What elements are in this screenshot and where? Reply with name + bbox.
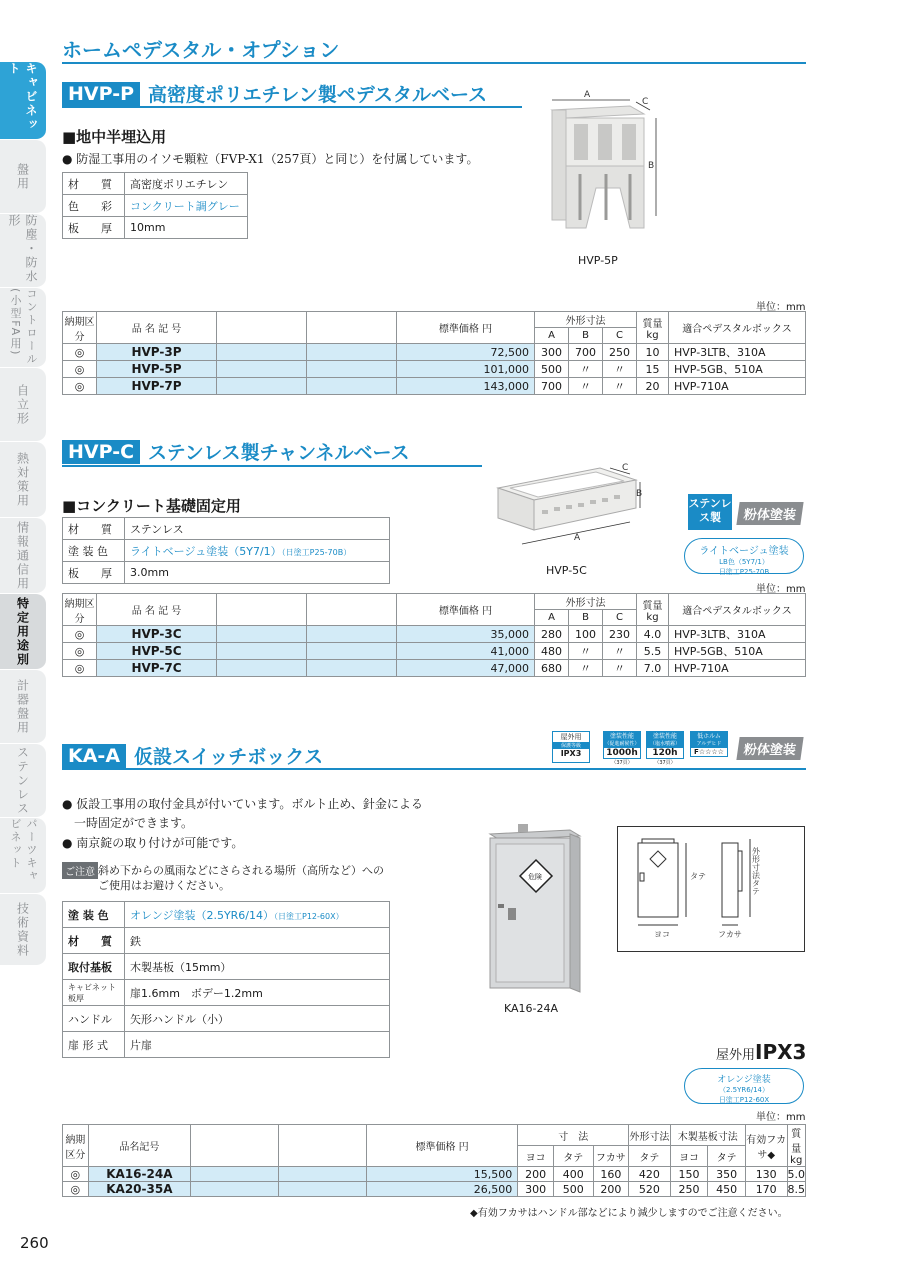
side-tab-telecom[interactable] (0, 518, 46, 594)
cell-blank (217, 643, 307, 660)
cell-code: HVP-5C (97, 643, 217, 660)
ka-a-title: 仮設スイッチボックス (134, 746, 324, 768)
col-fit: 適合ペデスタルボックス (669, 312, 806, 344)
spec-key: 材 質 (63, 173, 125, 195)
cell-a: 280 (535, 626, 569, 643)
side-tab-label: キャビネット (7, 62, 38, 132)
cell-outer-tate: 520 (629, 1182, 671, 1197)
table-row (63, 361, 806, 378)
cell-code: HVP-5P (97, 361, 217, 378)
cell-price: 41,000 (397, 643, 535, 660)
outdoor-ipx3-label (716, 1040, 806, 1064)
spec-key: 塗 装 色 (63, 902, 125, 928)
cell-fit: HVP-3LTB、310A (669, 626, 806, 643)
col-delivery: 納期区分 (63, 1125, 89, 1167)
col-dims: 外形寸法 (535, 312, 637, 328)
spec-row (63, 980, 390, 1006)
section-rule (62, 768, 806, 770)
badge-line: 1000h (603, 747, 641, 759)
col-b: B (569, 610, 603, 626)
col-weight: 質量kg (787, 1125, 806, 1167)
side-tab-freestanding[interactable] (0, 368, 46, 442)
ka-a-header (62, 742, 323, 769)
spec-value-note: （日塗工P12-60X） (274, 911, 344, 921)
side-tab-label: 熱対策用 (15, 451, 30, 508)
hvp-c-badge: HVP-C (62, 440, 140, 464)
spec-value: コンクリート調グレー (125, 195, 248, 217)
col-c: C (603, 328, 637, 344)
col-code: 品 名 記 号 (97, 312, 217, 344)
dim-a-label: A (574, 533, 581, 543)
page-title: ホームペデスタル・オプション (62, 38, 340, 62)
spec-value: 片扉 (125, 1032, 390, 1058)
side-tab-label: 自立形 (15, 383, 30, 426)
side-tab-cabinet[interactable] (0, 62, 46, 140)
spec-key: 材 質 (63, 518, 125, 540)
cell-code: KA16-24A (88, 1167, 191, 1182)
spec-value-note: （日塗工P25-70B） (281, 547, 352, 557)
ka-a-bullet: 一時固定ができます。 (62, 816, 194, 830)
ipx3-text: IPX3 (755, 1040, 807, 1064)
col-b: B (569, 328, 603, 344)
dim-a-label: A (584, 90, 591, 100)
cell-board-yoko: 150 (670, 1167, 708, 1182)
oval-line: ライトベージュ塗装 (699, 546, 789, 557)
badge-line: 屋外用 (560, 733, 582, 741)
hvp-5p-caption: HVP-5P (578, 254, 618, 267)
unit-label: 単位：mm (756, 1112, 806, 1123)
col-blank (217, 312, 307, 344)
col-price: 標準価格 円 (397, 312, 535, 344)
color-oval (684, 1068, 804, 1104)
col-code: 品 名 記 号 (97, 594, 217, 626)
oval-line: （2.5YR6/14） (719, 1086, 769, 1094)
side-tab-stainless[interactable] (0, 744, 46, 818)
hvp-5c-illustration (490, 458, 650, 558)
table-row (63, 660, 806, 677)
cell-c: 230 (603, 626, 637, 643)
hvp-c-product-table (62, 593, 806, 677)
oval-line: LB色（5Y7/1） (719, 558, 769, 566)
badge-line: 低ホルム (690, 731, 728, 740)
cell-fukasa: 200 (593, 1182, 629, 1197)
cell-price: 101,000 (397, 361, 535, 378)
badge-line: 保護等級 (553, 742, 589, 749)
outdoor-ipx3-badge (552, 731, 590, 763)
col-dims: 寸 法 (518, 1125, 629, 1146)
color-oval (684, 538, 804, 574)
cell-mark: ◎ (63, 344, 97, 361)
side-tab-label: 特定用途別 (15, 596, 30, 667)
cell-weight: 5.0 (787, 1167, 805, 1181)
ka-a-bullet: ● 南京錠の取り付けが可能です。 (62, 836, 244, 850)
col-outer: 外形寸法 (629, 1125, 671, 1146)
spec-value (125, 902, 390, 928)
badge-line: IPX3 (560, 749, 582, 758)
cell-board-tate: 450 (708, 1182, 746, 1197)
spec-row (63, 173, 248, 195)
cell-a: 480 (535, 643, 569, 660)
dim-c-label: C (622, 463, 629, 473)
cell-blank (217, 361, 307, 378)
cell-fit: HVP-5GB、510A (669, 361, 806, 378)
page-number: 260 (20, 1234, 49, 1252)
col-board-yoko: ヨコ (670, 1146, 708, 1167)
cell-code: KA20-35A (88, 1182, 191, 1197)
cell-blank (217, 344, 307, 361)
unit-label: 単位：mm (756, 302, 806, 313)
side-tab-label: 情報通信用 (15, 520, 30, 591)
cell-b: 〃 (569, 378, 603, 395)
cell-code: HVP-7C (97, 660, 217, 677)
oval-line: オレンジ塗装 (717, 1075, 771, 1085)
spec-key: ハンドル (63, 1006, 125, 1032)
yoko-label: ヨコ (654, 930, 670, 939)
oval-line: 日塗工P25-70B (718, 568, 770, 576)
col-yoko: ヨコ (518, 1146, 554, 1167)
table-row (63, 1167, 806, 1182)
table-row (63, 344, 806, 361)
spec-row (63, 1006, 390, 1032)
badge-line: 塗装性能 (646, 731, 684, 740)
side-tab-thermal[interactable] (0, 442, 46, 518)
oval-line: 日塗工P12-60X (718, 1096, 770, 1104)
hvp-c-subtitle: ■コンクリート基礎固定用 (62, 497, 241, 515)
ka-a-bullet: ● 仮設工事用の取付金具が付いています。ボルト止め、針金による (62, 797, 423, 811)
hvp-p-header (62, 80, 487, 107)
col-delivery: 納期区分 (63, 312, 97, 344)
cell-fukasa: 160 (593, 1167, 629, 1182)
col-dims: 外形寸法 (535, 594, 637, 610)
low-formaldehyde-badge (690, 731, 728, 765)
cell-blank (191, 1167, 279, 1182)
col-price: 標準価格 円 (366, 1125, 517, 1167)
cell-price: 72,500 (397, 344, 535, 361)
spec-row (63, 217, 248, 239)
side-tab-parts[interactable] (0, 818, 46, 894)
powder-coat-badge: 粉体塗装 (736, 502, 803, 525)
cell-fit: HVP-3LTB、310A (669, 344, 806, 361)
col-blank (217, 594, 307, 626)
section-rule (62, 465, 482, 467)
col-board: 木製基板寸法 (670, 1125, 745, 1146)
cell-blank (279, 1182, 367, 1197)
col-delivery: 納期区分 (63, 594, 97, 626)
cell-blank (217, 660, 307, 677)
badge-line: 塗装性能 (603, 731, 641, 740)
spec-row (63, 902, 390, 928)
outer-tate-label: 外形寸法タテ (751, 847, 761, 895)
paint-perf-120h-badge (646, 731, 684, 771)
spec-key: 材 質 (63, 928, 125, 954)
cell-fit: HVP-710A (669, 660, 806, 677)
col-eff: 有効フカサ◆ (745, 1125, 787, 1167)
hvp-c-title: ステンレス製チャンネルベース (148, 442, 410, 464)
spec-value-main: ライトベージュ塗装（5Y7/1） (130, 544, 282, 558)
dim-b-label: B (636, 489, 643, 499)
spec-row (63, 1032, 390, 1058)
cell-mark: ◎ (63, 660, 97, 677)
spec-key: 扉 形 式 (63, 1032, 125, 1058)
danger-label: 危険 (528, 873, 542, 881)
hvp-p-subtitle: ■地中半埋込用 (62, 128, 167, 146)
spec-row (63, 540, 390, 562)
cell-price: 15,500 (366, 1167, 517, 1182)
badge-line: アルデヒド (690, 740, 728, 747)
cell-c: 〃 (603, 643, 637, 660)
cell-weight: 15 (637, 361, 669, 378)
cell-c: 〃 (603, 361, 637, 378)
side-tab-label: 防塵・防水形 (7, 214, 38, 284)
ka-a-spec-table (62, 901, 390, 1058)
cell-blank (307, 660, 397, 677)
tate-label: タテ (690, 872, 706, 881)
cell-blank (307, 643, 397, 660)
cell-price: 35,000 (397, 626, 535, 643)
col-blank (307, 312, 397, 344)
cell-code: HVP-7P (97, 378, 217, 395)
col-weight: 質量kg (637, 312, 669, 344)
col-c: C (603, 610, 637, 626)
table-row (63, 378, 806, 395)
table-row (63, 1182, 806, 1197)
spec-value: 木製基板（15mm） (125, 954, 390, 980)
cell-b: 〃 (569, 643, 603, 660)
spec-key: 板 厚 (63, 562, 125, 584)
cell-board-tate: 350 (708, 1167, 746, 1182)
side-tab-control[interactable] (0, 288, 46, 368)
cell-mark: ◎ (63, 643, 97, 660)
cell-c: 〃 (603, 378, 637, 395)
cell-mark: ◎ (63, 1167, 89, 1182)
cell-yoko: 300 (518, 1182, 554, 1197)
ka-a-badge: KA-A (62, 744, 126, 768)
cell-blank (307, 626, 397, 643)
paint-perf-1000h-badge (603, 731, 641, 771)
cell-mark: ◎ (63, 1182, 89, 1197)
cell-a: 300 (535, 344, 569, 361)
cell-blank (307, 344, 397, 361)
cell-b: 〃 (569, 361, 603, 378)
dim-c-label: C (642, 97, 649, 107)
side-tab-label: 技術資料 (15, 901, 30, 958)
side-tab-technical[interactable] (0, 894, 46, 966)
side-tab-panel[interactable] (0, 140, 46, 214)
cell-tate: 400 (553, 1167, 593, 1182)
cell-c: 250 (603, 344, 637, 361)
hvp-c-header (62, 438, 410, 465)
cell-eff: 130 (745, 1167, 787, 1182)
hvp-5c-caption: HVP-5C (546, 564, 587, 577)
spec-value: 扉1.6mm ボデー1.2mm (125, 980, 390, 1006)
badge-line: （37頁） (654, 760, 676, 766)
outdoor-text: 屋外用 (716, 1048, 756, 1063)
cell-a: 700 (535, 378, 569, 395)
hvp-p-spec-table (62, 172, 248, 239)
cell-a: 500 (535, 361, 569, 378)
cell-yoko: 200 (518, 1167, 554, 1182)
badge-line: （37頁） (611, 760, 633, 766)
spec-value: 鉄 (125, 928, 390, 954)
spec-row (63, 518, 390, 540)
hvp-p-bullet: ● 防湿工事用のイソモ顆粒（FVP-X1（257頁）と同じ）を付属しています。 (62, 152, 479, 166)
col-tate: タテ (553, 1146, 593, 1167)
col-a: A (535, 328, 569, 344)
cell-b: 〃 (569, 660, 603, 677)
title-rule (62, 62, 806, 64)
caution-text: 斜め下からの風雨などにさらされる場所（高所など）への (98, 864, 384, 877)
cell-fit: HVP-710A (669, 378, 806, 395)
ka16-24a-illustration (480, 822, 590, 998)
cell-fit: HVP-5GB、510A (669, 643, 806, 660)
stainless-badge: ステンレス製 (688, 494, 732, 530)
dim-b-label: B (648, 161, 655, 171)
fukasa-label: フカサ (718, 930, 742, 939)
cell-weight: 8.5 (787, 1182, 805, 1196)
col-code: 品名記号 (88, 1125, 191, 1167)
cell-mark: ◎ (63, 361, 97, 378)
spec-value: ステンレス (125, 518, 390, 540)
spec-key: 塗 装 色 (63, 540, 125, 562)
side-tab-label: 盤用 (15, 162, 30, 191)
cell-blank (279, 1167, 367, 1182)
badge-line: （塩水噴霧） (646, 740, 684, 747)
spec-key: キャビネット板厚 (63, 980, 125, 1006)
spec-key: 板 厚 (63, 217, 125, 239)
cell-weight: 10 (637, 344, 669, 361)
dimension-drawing (617, 826, 805, 952)
cell-blank (217, 626, 307, 643)
cell-code: HVP-3P (97, 344, 217, 361)
spec-value: 3.0mm (125, 562, 390, 584)
spec-value: 10mm (125, 217, 248, 239)
col-blank (191, 1125, 279, 1167)
col-price: 標準価格 円 (397, 594, 535, 626)
cell-mark: ◎ (63, 626, 97, 643)
cell-eff: 170 (745, 1182, 787, 1197)
badge-line: （促進耐候性） (604, 741, 640, 747)
spec-value: 矢形ハンドル（小） (125, 1006, 390, 1032)
cell-blank (217, 378, 307, 395)
cell-weight: 7.0 (637, 660, 669, 677)
col-a: A (535, 610, 569, 626)
hvp-p-badge: HVP-P (62, 82, 140, 106)
unit-label: 単位：mm (756, 584, 806, 595)
col-board-tate: タテ (708, 1146, 746, 1167)
ka16-24a-caption: KA16-24A (504, 1002, 559, 1015)
side-tab-label: コントロール(小型FA用) (9, 288, 38, 366)
hvp-p-title: 高密度ポリエチレン製ペデスタルベース (148, 84, 488, 106)
caution-tag: ご注意 (62, 862, 98, 879)
side-tab-label: ステンレス (15, 745, 30, 816)
cell-b: 700 (569, 344, 603, 361)
cell-price: 26,500 (366, 1182, 517, 1197)
col-weight: 質量kg (637, 594, 669, 626)
spec-key: 取付基板 (63, 954, 125, 980)
ka-a-product-table (62, 1124, 806, 1197)
badge-line: F☆☆☆☆ (690, 747, 728, 757)
cell-blank (307, 361, 397, 378)
cell-blank (307, 378, 397, 395)
dimension-svg (618, 827, 804, 951)
side-tab-special[interactable] (0, 594, 46, 670)
cell-price: 143,000 (397, 378, 535, 395)
cell-tate: 500 (553, 1182, 593, 1197)
cell-code: HVP-3C (97, 626, 217, 643)
spec-row (63, 928, 390, 954)
side-tab-meter[interactable] (0, 670, 46, 744)
cell-blank (191, 1182, 279, 1197)
col-blank (307, 594, 397, 626)
cell-weight: 20 (637, 378, 669, 395)
cell-weight: 4.0 (637, 626, 669, 643)
badge-line: 120h (646, 747, 684, 759)
caution-text: ご使用はお避けください。 (98, 879, 230, 892)
cell-price: 47,000 (397, 660, 535, 677)
spec-value-main: オレンジ塗装（2.5YR6/14） (130, 908, 275, 922)
cell-mark: ◎ (63, 378, 97, 395)
col-fukasa: フカサ (593, 1146, 629, 1167)
spec-row (63, 195, 248, 217)
side-tab-label: パーツキャビネット (9, 818, 38, 883)
spec-value: 高密度ポリエチレン (125, 173, 248, 195)
spec-value (125, 540, 390, 562)
cell-board-yoko: 250 (670, 1182, 708, 1197)
spec-key: 色 彩 (63, 195, 125, 217)
table-row (63, 626, 806, 643)
side-tab-label: 計器盤用 (15, 678, 30, 735)
col-outer-tate: タテ (629, 1146, 671, 1167)
table-row (63, 643, 806, 660)
powder-coat-badge: 粉体塗装 (736, 737, 803, 760)
hvp-c-spec-table (62, 517, 390, 584)
side-tab-waterproof[interactable] (0, 214, 46, 288)
cell-c: 〃 (603, 660, 637, 677)
cell-b: 100 (569, 626, 603, 643)
section-rule (62, 106, 522, 108)
spec-row (63, 562, 390, 584)
col-blank (279, 1125, 367, 1167)
hvp-5p-illustration (540, 88, 670, 248)
footnote: ◆有効フカサはハンドル部などにより減少しますのでご注意ください。 (470, 1208, 788, 1219)
spec-row (63, 954, 390, 980)
cell-weight: 5.5 (637, 643, 669, 660)
cell-a: 680 (535, 660, 569, 677)
col-fit: 適合ペデスタルボックス (669, 594, 806, 626)
hvp-p-product-table (62, 311, 806, 395)
cell-outer-tate: 420 (629, 1167, 671, 1182)
